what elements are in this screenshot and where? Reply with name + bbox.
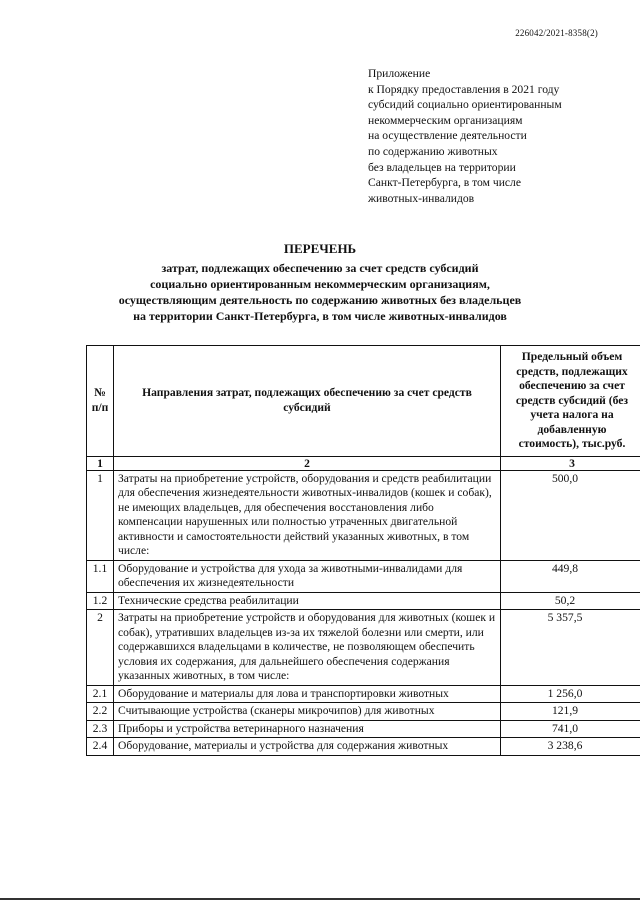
row-number: 2.1 [87,685,114,703]
table-row [87,560,640,592]
row-number: 2.4 [87,738,114,756]
document-title [0,241,640,324]
row-text: Считывающие устройства (сканеры микрочипов) для животных [114,703,501,721]
appendix-line: без владельцев на территории [368,160,516,174]
row-number: 2.3 [87,720,114,738]
table-row [87,470,640,560]
table-row [87,685,640,703]
row-amount: 50,2 [501,592,640,610]
header-amount: Предельный объем средств, подлежащих обеспечению за счет средств субсидий (без учета налога на добавленную стоимость), тыс.руб. [501,346,640,457]
column-number: 1 [87,456,114,470]
table-row [87,610,640,686]
appendix-line: к Порядку предоставления в 2021 году [368,82,560,96]
title-heading: ПЕРЕЧЕНЬ [283,241,357,256]
page-bottom-edge [0,898,640,900]
table-row [87,703,640,721]
row-text: Приборы и устройства ветеринарного назначения [114,720,501,738]
column-number: 2 [114,456,501,470]
document-number: 226042/2021-8358(2) [515,28,598,38]
row-text: Затраты на приобретение устройств, оборудования и средств реабилитации для обеспечения жизнедеятельности животных-инвалидов (кошек и собак), не имеющих владельцев, для обеспечения восстановления либо компенсации нарушенных или полностью утраченных двигательной активности и самостоятельности действий указанных животных, в том числе: [114,470,501,560]
header-direction: Направления затрат, подлежащих обеспечению за счет средств субсидий [114,346,501,457]
expense-table [86,345,640,756]
row-text: Оборудование, материалы и устройства для содержания животных [114,738,501,756]
row-text: Оборудование и материалы для лова и транспортировки животных [114,685,501,703]
appendix-line: субсидий социально ориентированным [368,98,562,112]
table-row [87,720,640,738]
appendix-line: Приложение [368,67,431,80]
header-number: № п/п [87,346,114,457]
row-number: 2.2 [87,703,114,721]
column-number-row [87,456,640,470]
column-number: 3 [501,456,640,470]
appendix-line: на осуществление деятельности [368,129,527,143]
appendix-line: животных-инвалидов [368,191,475,205]
row-number: 2 [87,610,114,686]
row-amount: 121,9 [501,703,640,721]
row-amount: 449,8 [501,560,640,592]
title-line: социально ориентированным некоммерческим организациям, [150,277,490,291]
table-row [87,592,640,610]
appendix-line: по содержанию животных [368,144,498,158]
appendix-line: Санкт-Петербурга, в том числе [368,176,521,190]
title-line: затрат, подлежащих обеспечению за счет средств субсидий [161,261,479,275]
row-amount: 500,0 [501,470,640,560]
row-amount: 1 256,0 [501,685,640,703]
row-amount: 5 357,5 [501,610,640,686]
row-amount: 741,0 [501,720,640,738]
appendix-block [368,66,618,206]
row-number: 1.1 [87,560,114,592]
row-number: 1.2 [87,592,114,610]
row-text: Затраты на приобретение устройств и оборудования для животных (кошек и собак), утративших владельцев из-за их тяжелой болезни или смерти, или содержавшихся владельцами в количестве, не позволяющем обеспечить условия их содержания, для дальнейшего обеспечения содержания указанных животных, в том числе: [114,610,501,686]
title-line: осуществляющим деятельность по содержанию животных без владельцев [118,293,522,307]
row-text: Технические средства реабилитации [114,592,501,610]
table-row [87,738,640,756]
table-header-row [87,346,640,457]
title-line: на территории Санкт-Петербурга, в том числе животных-инвалидов [133,309,507,323]
row-text: Оборудование и устройства для ухода за животными-инвалидами для обеспечения их жизнедеятельности [114,560,501,592]
row-number: 1 [87,470,114,560]
row-amount: 3 238,6 [501,738,640,756]
appendix-line: некоммерческим организациям [368,113,523,127]
